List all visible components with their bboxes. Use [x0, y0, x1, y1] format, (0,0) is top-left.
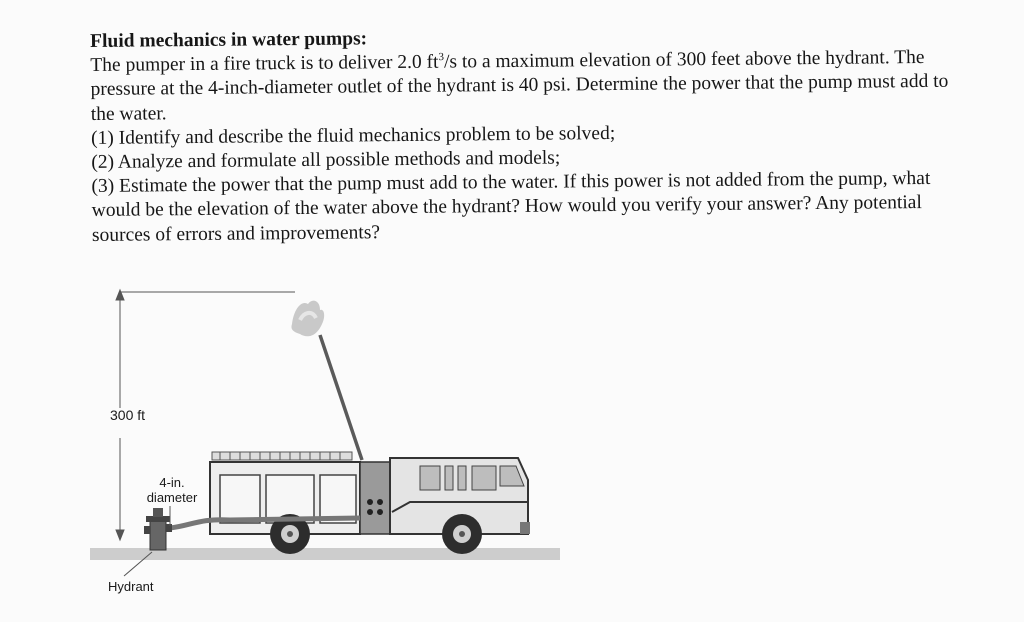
- intro-superscript: 3: [438, 51, 445, 64]
- hydrant: [144, 508, 172, 550]
- intro-text-after: /s to a maximum elevation of 300 feet above the hydrant. The pressure at the 4-inch-diameter outlet of the hydrant is 40 psi. Determine the power that the pump must add to the water.: [90, 47, 949, 125]
- fire-truck: [210, 452, 530, 554]
- task-1: (1) Identify and describe the fluid mechanics problem to be solved;: [90, 122, 616, 149]
- intro-text-before: The pumper in a fire truck is to deliver 2.0 ft: [90, 51, 439, 77]
- water-stream: [291, 301, 362, 460]
- height-label: 300 ft: [110, 407, 146, 423]
- problem-statement: [90, 22, 972, 248]
- task-3: (3) Estimate the power that the pump must add to the water. If this power is not added from the pump, what would be the elevation of the water above the hydrant? How would you verify your answer? Any potential sources of errors and improvements?: [91, 168, 931, 246]
- fire-truck-diagram: [80, 280, 580, 610]
- task-2: (2) Analyze and formulate all possible methods and models;: [91, 147, 561, 174]
- hydrant-label: Hydrant: [108, 579, 154, 594]
- diameter-label: 4-in. diameter: [146, 475, 198, 505]
- problem-intro: [90, 46, 971, 127]
- problem-title: Fluid mechanics in water pumps:: [90, 28, 368, 52]
- fire-truck-figure: [80, 280, 580, 610]
